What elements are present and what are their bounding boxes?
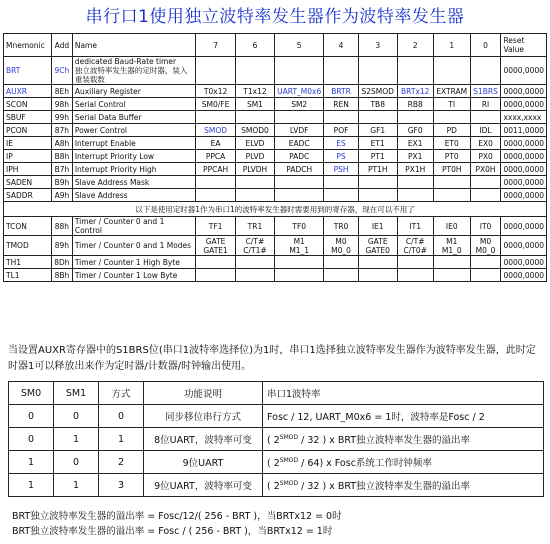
register-bit: PLVDH — [235, 163, 274, 176]
register-bit: S1BRS — [470, 85, 501, 98]
register-bit: TI — [433, 98, 470, 111]
register-bit: ELVD — [235, 137, 274, 150]
register-bit: SM2 — [275, 98, 324, 111]
register-mnemonic: TMOD — [4, 236, 52, 256]
register-bit — [196, 111, 235, 124]
register-reset-value: 0000,0000 — [501, 85, 547, 98]
register-bit — [397, 57, 433, 85]
header-name: Name — [72, 34, 196, 57]
register-bit: EXTRAM — [433, 85, 470, 98]
mode-sm1: 0 — [54, 405, 99, 428]
register-mnemonic: SCON — [4, 98, 52, 111]
register-bit: M1 M1_0 — [433, 236, 470, 256]
register-name: Power Control — [72, 124, 196, 137]
register-reset-value: 0000,0000 — [501, 57, 547, 85]
formula-block — [12, 509, 342, 539]
register-reset-value: 0000,0000 — [501, 189, 547, 202]
register-bit: T1x12 — [235, 85, 274, 98]
register-reset-value: 0011,0000 — [501, 124, 547, 137]
formula-line: BRT独立波特率发生器的溢出率 = Fosc/12/( 256 - BRT )，当BRTx12 = 0时 — [12, 511, 342, 522]
register-bit — [358, 111, 397, 124]
register-mnemonic: AUXR — [4, 85, 52, 98]
register-mnemonic: SBUF — [4, 111, 52, 124]
formula-line: BRT独立波特率发生器的溢出率 = Fosc / ( 256 - BRT )，当BRTx12 = 1时 — [12, 526, 333, 537]
baud-exponent: SMOD — [279, 479, 299, 487]
header-bit: 1 — [433, 34, 470, 57]
register-bit: M1 M1_1 — [275, 236, 324, 256]
register-row — [4, 189, 547, 202]
register-bit: ET1 — [358, 137, 397, 150]
register-bit: IT0 — [470, 217, 501, 236]
register-bit: REN — [324, 98, 359, 111]
register-bit: TF0 — [275, 217, 324, 236]
register-bit: PS — [324, 150, 359, 163]
mode-function: 同步移位串行方式 — [144, 405, 263, 428]
baud-suffix: / 32 ) x BRT独立波特率发生器的溢出率 — [298, 481, 471, 492]
register-bit — [235, 57, 274, 85]
register-bit: GATE GATE0 — [358, 236, 397, 256]
register-mnemonic: BRT — [4, 57, 52, 85]
register-mnemonic: TCON — [4, 217, 52, 236]
mode-row — [9, 451, 544, 474]
register-bit — [470, 176, 501, 189]
register-name: dedicated Baud-Rate timer 独立波特率发生器的定时器，装入重装载数 — [72, 57, 196, 85]
register-row — [4, 176, 547, 189]
register-name: Auxiliary Register — [72, 85, 196, 98]
header-sm1: SM1 — [54, 382, 99, 405]
register-bit — [324, 111, 359, 124]
register-row — [4, 256, 547, 269]
register-address: B8h — [51, 150, 72, 163]
register-bit — [433, 189, 470, 202]
register-address: 98h — [51, 98, 72, 111]
register-bit — [275, 256, 324, 269]
register-bit — [358, 189, 397, 202]
register-bit: RB8 — [397, 98, 433, 111]
register-address: A9h — [51, 189, 72, 202]
register-mnemonic: TL1 — [4, 269, 52, 282]
register-mnemonic: SADEN — [4, 176, 52, 189]
header-bit: 7 — [196, 34, 235, 57]
register-bit: SMOD — [196, 124, 235, 137]
register-bit: PT0H — [433, 163, 470, 176]
mode-number: 2 — [99, 451, 144, 474]
register-name: Serial Control — [72, 98, 196, 111]
register-bit — [275, 189, 324, 202]
register-bit: EX1 — [397, 137, 433, 150]
register-bit — [235, 189, 274, 202]
register-bit — [397, 176, 433, 189]
register-bit: EADC — [275, 137, 324, 150]
register-reset-value: 0000,0000 — [501, 150, 547, 163]
header-bit: 6 — [235, 34, 274, 57]
register-name: Timer / Counter 0 and 1 Modes — [72, 236, 196, 256]
register-bit — [470, 111, 501, 124]
register-row — [4, 269, 547, 282]
register-bit — [275, 111, 324, 124]
register-bit: LVDF — [275, 124, 324, 137]
mode-row — [9, 474, 544, 497]
register-bit: PD — [433, 124, 470, 137]
register-bit — [433, 256, 470, 269]
register-bit: BRTR — [324, 85, 359, 98]
register-bit: EX0 — [470, 137, 501, 150]
register-bit: PX1H — [397, 163, 433, 176]
header-reset: Reset Value — [501, 34, 547, 57]
register-reset-value: 0000,0000 — [501, 217, 547, 236]
register-mnemonic: PCON — [4, 124, 52, 137]
baud-exponent: SMOD — [279, 456, 299, 464]
register-bit: SMOD0 — [235, 124, 274, 137]
register-bit: M0 M0_0 — [470, 236, 501, 256]
register-row — [4, 98, 547, 111]
register-row — [4, 111, 547, 124]
register-bit — [358, 176, 397, 189]
page-title: 串行口1使用独立波特率发生器作为波特率发生器 — [85, 7, 465, 27]
register-bit: TR1 — [235, 217, 274, 236]
header-mnemonic: Mnemonic — [4, 34, 52, 57]
mode-sm0: 0 — [9, 428, 54, 451]
register-bit: IE0 — [433, 217, 470, 236]
register-bit — [358, 269, 397, 282]
register-bit — [275, 176, 324, 189]
mode-table — [8, 381, 544, 497]
mode-sm0: 1 — [9, 451, 54, 474]
register-bit — [275, 269, 324, 282]
header-bit: 2 — [397, 34, 433, 57]
register-bit — [470, 189, 501, 202]
register-bit: IE1 — [358, 217, 397, 236]
description-paragraph: 当设置AUXR寄存器中的S1BRS位(串口1波特率选择位)为1时，串口1选择独立波特率发生器作为波特率发生器，此时定时器1可以释放出来作为定时器/计数器/时钟输出使用。 — [8, 345, 536, 372]
register-bit: SM1 — [235, 98, 274, 111]
register-bit — [397, 269, 433, 282]
register-row — [4, 137, 547, 150]
register-bit — [470, 57, 501, 85]
register-row — [4, 124, 547, 137]
register-bit: GATE GATE1 — [196, 236, 235, 256]
baud-exponent: SMOD — [279, 433, 299, 441]
header-mode: 方式 — [99, 382, 144, 405]
header-bit: 5 — [275, 34, 324, 57]
register-bit — [358, 57, 397, 85]
register-row — [4, 163, 547, 176]
header-bit: 0 — [470, 34, 501, 57]
note-row — [4, 202, 547, 217]
register-bit: UART_M0x6 — [275, 85, 324, 98]
mode-row — [9, 428, 544, 451]
register-header-row — [4, 34, 547, 57]
register-row — [4, 85, 547, 98]
register-bit — [433, 57, 470, 85]
register-bit: RI — [470, 98, 501, 111]
register-bit: PT1 — [358, 150, 397, 163]
register-bit: PX0H — [470, 163, 501, 176]
mode-sm0: 0 — [9, 405, 54, 428]
register-name: Timer / Counter 1 Low Byte — [72, 269, 196, 282]
header-function: 功能说明 — [144, 382, 263, 405]
register-name: Timer / Counter 1 High Byte — [72, 256, 196, 269]
register-reset-value: xxxx,xxxx — [501, 111, 547, 124]
register-bit: PX1 — [397, 150, 433, 163]
register-bit — [235, 256, 274, 269]
register-bit: TB8 — [358, 98, 397, 111]
register-bit: PADCH — [275, 163, 324, 176]
register-name: Slave Address Mask — [72, 176, 196, 189]
register-reset-value: 0000,0000 — [501, 176, 547, 189]
mode-row — [9, 405, 544, 428]
mode-sm1: 1 — [54, 428, 99, 451]
mode-number: 1 — [99, 428, 144, 451]
register-bit: TF1 — [196, 217, 235, 236]
baud-prefix: ( 2 — [267, 435, 280, 446]
register-bit: TR0 — [324, 217, 359, 236]
mode-baud — [263, 428, 544, 451]
note-text: 以下是使用定时器1作为串口1的波特率发生器时需要用到的寄存器，现在可以不用了 — [4, 202, 547, 217]
register-name: Interrupt Priority Low — [72, 150, 196, 163]
register-address: 89h — [51, 236, 72, 256]
register-mnemonic: IP — [4, 150, 52, 163]
register-bit — [235, 269, 274, 282]
register-bit — [196, 256, 235, 269]
register-bit: C/T# C/T0# — [397, 236, 433, 256]
register-name: Slave Address — [72, 189, 196, 202]
mode-baud — [263, 474, 544, 497]
register-bit: PSH — [324, 163, 359, 176]
register-bit: POF — [324, 124, 359, 137]
register-bit: ET0 — [433, 137, 470, 150]
header-baud: 串口1波特率 — [263, 382, 544, 405]
register-row — [4, 236, 547, 256]
register-bit: PPCAH — [196, 163, 235, 176]
register-name: Interrupt Enable — [72, 137, 196, 150]
mode-number: 3 — [99, 474, 144, 497]
mode-sm1: 1 — [54, 474, 99, 497]
mode-header-row — [9, 382, 544, 405]
mode-function: 9位UART，波特率可变 — [144, 474, 263, 497]
register-address: A8h — [51, 137, 72, 150]
register-bit — [196, 57, 235, 85]
register-row — [4, 217, 547, 236]
register-bit: ES — [324, 137, 359, 150]
register-mnemonic: TH1 — [4, 256, 52, 269]
register-bit — [433, 111, 470, 124]
register-reset-value: 0000,0000 — [501, 137, 547, 150]
register-bit — [397, 256, 433, 269]
register-bit — [196, 269, 235, 282]
register-bit — [397, 189, 433, 202]
register-row — [4, 150, 547, 163]
register-address: B7h — [51, 163, 72, 176]
mode-function: 8位UART，波特率可变 — [144, 428, 263, 451]
register-bit — [324, 256, 359, 269]
register-bit — [433, 269, 470, 282]
baud-prefix: ( 2 — [267, 458, 280, 469]
baud-prefix: ( 2 — [267, 481, 280, 492]
register-name: Interrupt Priority High — [72, 163, 196, 176]
header-bit: 4 — [324, 34, 359, 57]
header-bit: 3 — [358, 34, 397, 57]
register-bit: GF1 — [358, 124, 397, 137]
register-bit — [433, 176, 470, 189]
register-address: 99h — [51, 111, 72, 124]
header-add: Add — [51, 34, 72, 57]
mode-function: 9位UART — [144, 451, 263, 474]
register-name: Serial Data Buffer — [72, 111, 196, 124]
register-bit: SM0/FE — [196, 98, 235, 111]
register-address: B9h — [51, 176, 72, 189]
register-bit — [358, 256, 397, 269]
register-bit — [324, 176, 359, 189]
register-bit: PT0 — [433, 150, 470, 163]
register-bit: C/T# C/T1# — [235, 236, 274, 256]
register-bit: IDL — [470, 124, 501, 137]
register-name: Timer / Counter 0 and 1 Control — [72, 217, 196, 236]
register-address: 87h — [51, 124, 72, 137]
register-bit: PX0 — [470, 150, 501, 163]
register-bit: PADC — [275, 150, 324, 163]
register-bit: BRTx12 — [397, 85, 433, 98]
register-bit — [235, 176, 274, 189]
register-bit: M0 M0_0 — [324, 236, 359, 256]
register-bit: PLVD — [235, 150, 274, 163]
register-bit — [196, 176, 235, 189]
register-bit: IT1 — [397, 217, 433, 236]
register-bit — [397, 111, 433, 124]
register-bit — [470, 256, 501, 269]
register-table — [3, 33, 547, 282]
register-address: 9Ch — [51, 57, 72, 85]
register-bit — [470, 269, 501, 282]
baud-suffix: / 64) x Fosc系统工作时钟频率 — [298, 458, 432, 469]
register-bit: EA — [196, 137, 235, 150]
register-reset-value: 0000,0000 — [501, 236, 547, 256]
register-bit: GF0 — [397, 124, 433, 137]
baud-suffix: / 32 ) x BRT独立波特率发生器的溢出率 — [298, 435, 471, 446]
register-reset-value: 0000,0000 — [501, 163, 547, 176]
register-address: 88h — [51, 217, 72, 236]
register-bit — [324, 57, 359, 85]
register-reset-value: 0000,0000 — [501, 256, 547, 269]
register-mnemonic: IE — [4, 137, 52, 150]
register-address: 8Dh — [51, 256, 72, 269]
register-mnemonic: IPH — [4, 163, 52, 176]
register-bit: S2SMOD — [358, 85, 397, 98]
register-bit — [324, 269, 359, 282]
register-bit — [235, 111, 274, 124]
register-bit — [324, 189, 359, 202]
header-sm0: SM0 — [9, 382, 54, 405]
register-bit: PPCA — [196, 150, 235, 163]
mode-baud: Fosc / 12, UART_M0x6 = 1时，波特率是Fosc / 2 — [263, 405, 544, 428]
register-reset-value: 0000,0000 — [501, 269, 547, 282]
register-bit: T0x12 — [196, 85, 235, 98]
register-address: 8Bh — [51, 269, 72, 282]
mode-sm1: 0 — [54, 451, 99, 474]
register-address: 8Eh — [51, 85, 72, 98]
register-row — [4, 57, 547, 85]
mode-baud — [263, 451, 544, 474]
register-bit — [275, 57, 324, 85]
register-bit — [196, 189, 235, 202]
register-reset-value: 0000,0000 — [501, 98, 547, 111]
register-bit: PT1H — [358, 163, 397, 176]
mode-number: 0 — [99, 405, 144, 428]
mode-sm0: 1 — [9, 474, 54, 497]
register-mnemonic: SADDR — [4, 189, 52, 202]
